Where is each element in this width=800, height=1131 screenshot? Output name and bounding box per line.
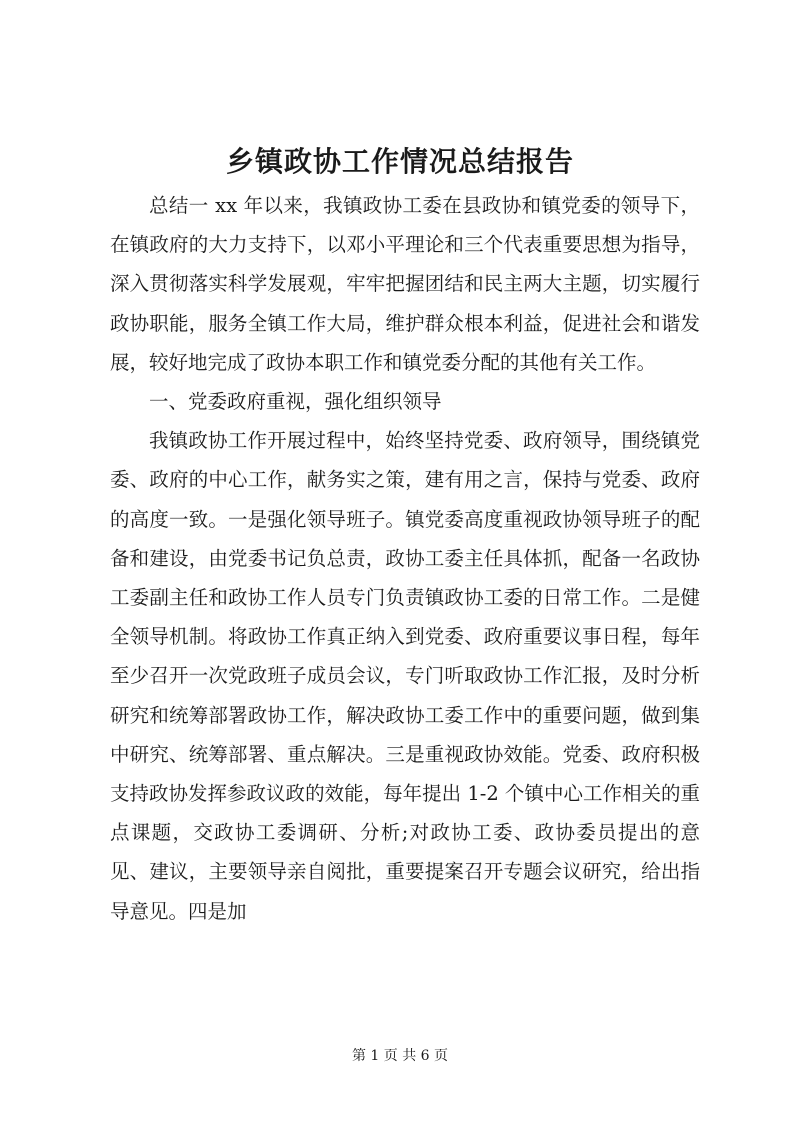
section-heading-1: 一、党委政府重视，强化组织领导 — [149, 390, 442, 414]
paragraph-intro: 总结一 xx 年以来，我镇政协工委在县政协和镇党委的领导下，在镇政府的大力支持下，以邓小平理论和三个代表重要思想为指导，深入贯彻落实科学发展观，牢牢把握团结和民主两大主题，切实履行政协职能，服务全镇工作大局，维护群众根本利益，促进社会和谐发展，较好地完成了政协本职工作和镇党委分配的其他有关工作。 — [110, 194, 700, 374]
paragraph-section-1: 我镇政协工作开展过程中，始终坚持党委、政府领导，围绕镇党委、政府的中心工作，献务实之策，建有用之言，保持与党委、政府的高度一致。一是强化领导班子。镇党委高度重视政协领导班子的配备和建设，由党委书记负总责，政协工委主任具体抓，配备一名政协工委副主任和政协工作人员专门负责镇政协工委的日常工作。二是健全领导机制。将政协工作真正纳入到党委、政府重要议事日程，每年至少召开一次党政班子成员会议，专门听取政协工作汇报，及时分析研究和统筹部署政协工作，解决政协工委工作中的重要问题，做到集中研究、统筹部署、重点解决。三是重视政协效能。党委、政府积极支持政协发挥参政议政的效能，每年提出 1-2 个镇中心工作相关的重点课题，交政协工委调研、分析;对政协工委、政协委员提出的意见、建议，主要领导亲自阅批，重要提案召开专题会议研究，给出指导意见。四是加 — [110, 429, 700, 923]
page-number-footer: 第 1 页 共 6 页 — [351, 1048, 449, 1064]
document-body — [110, 186, 700, 931]
document-title: 乡镇政协工作情况总结报告 — [225, 145, 574, 178]
